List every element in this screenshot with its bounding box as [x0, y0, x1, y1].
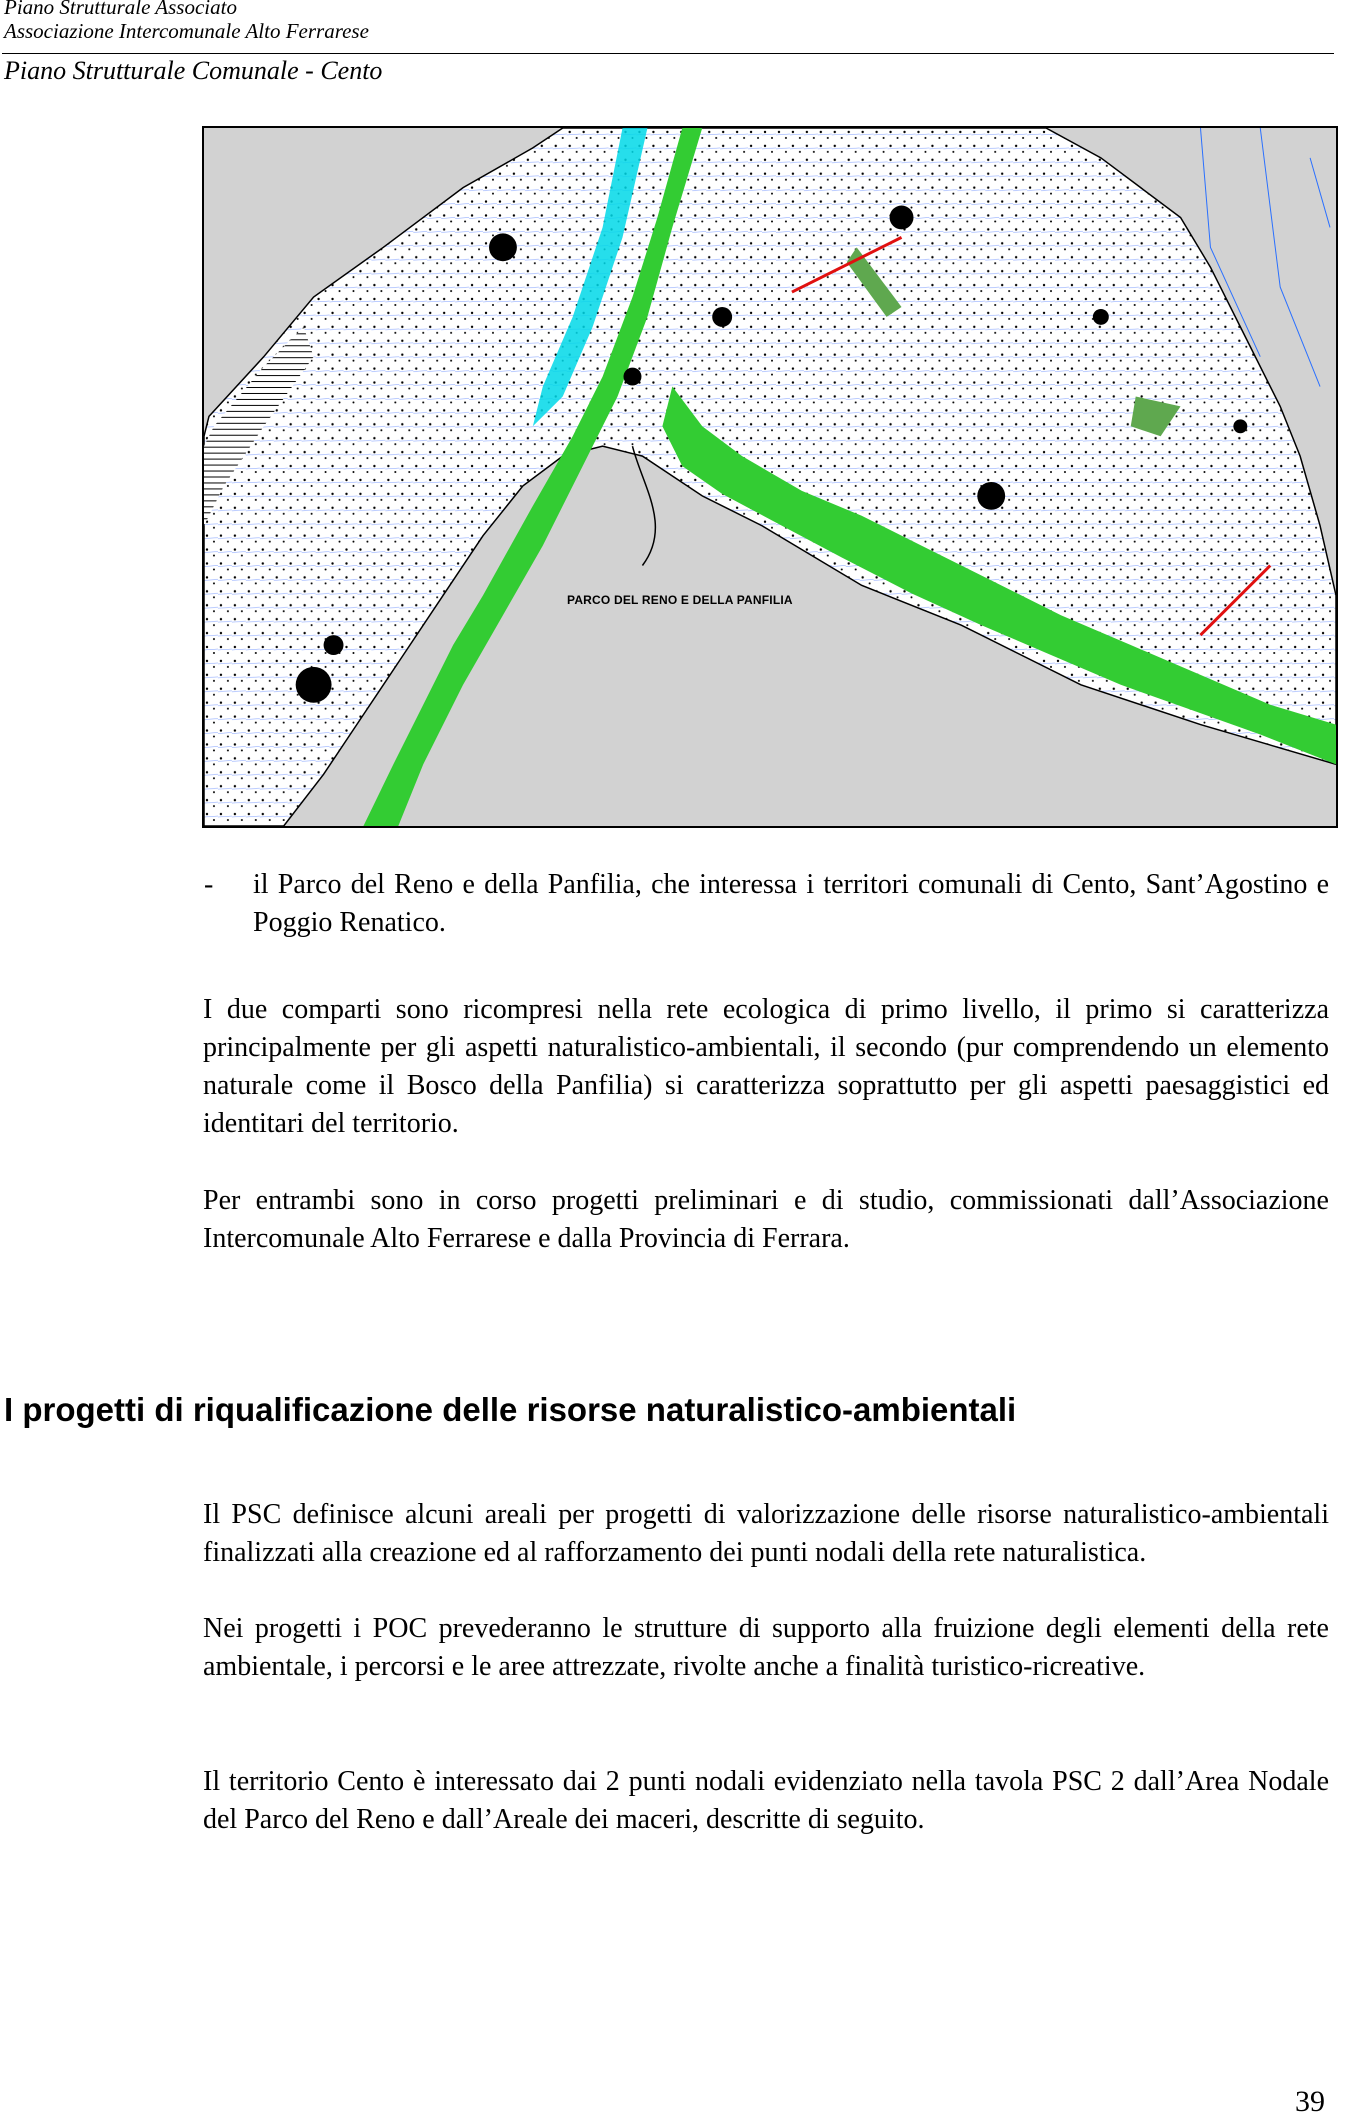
paragraph-4: Nei progetti i POC prevederanno le strutture di supporto alla fruizione degli elementi della rete ambientale, i percorsi e le aree attrezzate, rivolte anche a finalità turistico-ricreative.: [203, 1613, 1329, 1682]
header-divider: [2, 53, 1334, 54]
header-line-1: Piano Strutturale Associato: [4, 0, 237, 19]
header-line-2: Associazione Intercomunale Alto Ferrarese: [4, 19, 369, 43]
bullet-dash: -: [204, 869, 214, 900]
bullet-text: il Parco del Reno e della Panfilia, che interessa i territori comunali di Cento, Sant’Agostino e Poggio Renatico.: [253, 869, 1329, 938]
header-line-3: Piano Strutturale Comunale - Cento: [4, 56, 383, 85]
page-number: 39: [1295, 2085, 1325, 2118]
paragraph-5: Il territorio Cento è interessato dai 2 punti nodali evidenziato nella tavola PSC 2 dall’Area Nodale del Parco del Reno e dall’Areale dei maceri, descritte di seguito.: [203, 1766, 1329, 1835]
paragraph-2: Per entrambi sono in corso progetti preliminari e di studio, commissionati dall’Associazione Intercomunale Alto Ferrarese e dalla Provincia di Ferrara.: [203, 1185, 1329, 1254]
paragraph-3: Il PSC definisce alcuni areali per progetti di valorizzazione delle risorse naturalistico-ambientali finalizzati alla creazione ed al rafforzamento dei punti nodali della rete naturalistica.: [203, 1499, 1329, 1568]
map-park-label: PARCO DEL RENO E DELLA PANFILIA: [567, 593, 793, 607]
map-figure: [202, 126, 1338, 828]
map-drawing: [204, 128, 1336, 826]
section-heading: I progetti di riqualificazione delle risorse naturalistico-ambientali: [4, 1391, 1017, 1428]
paragraph-1: I due comparti sono ricompresi nella rete ecologica di primo livello, il primo si caratterizza principalmente per gli aspetti naturalistico-ambientali, il secondo (pur comprendendo un elemento naturale come il Bosco della Panfilia) si caratterizza soprattutto per gli aspetti paesaggistici ed identitari del territorio.: [203, 994, 1329, 1139]
